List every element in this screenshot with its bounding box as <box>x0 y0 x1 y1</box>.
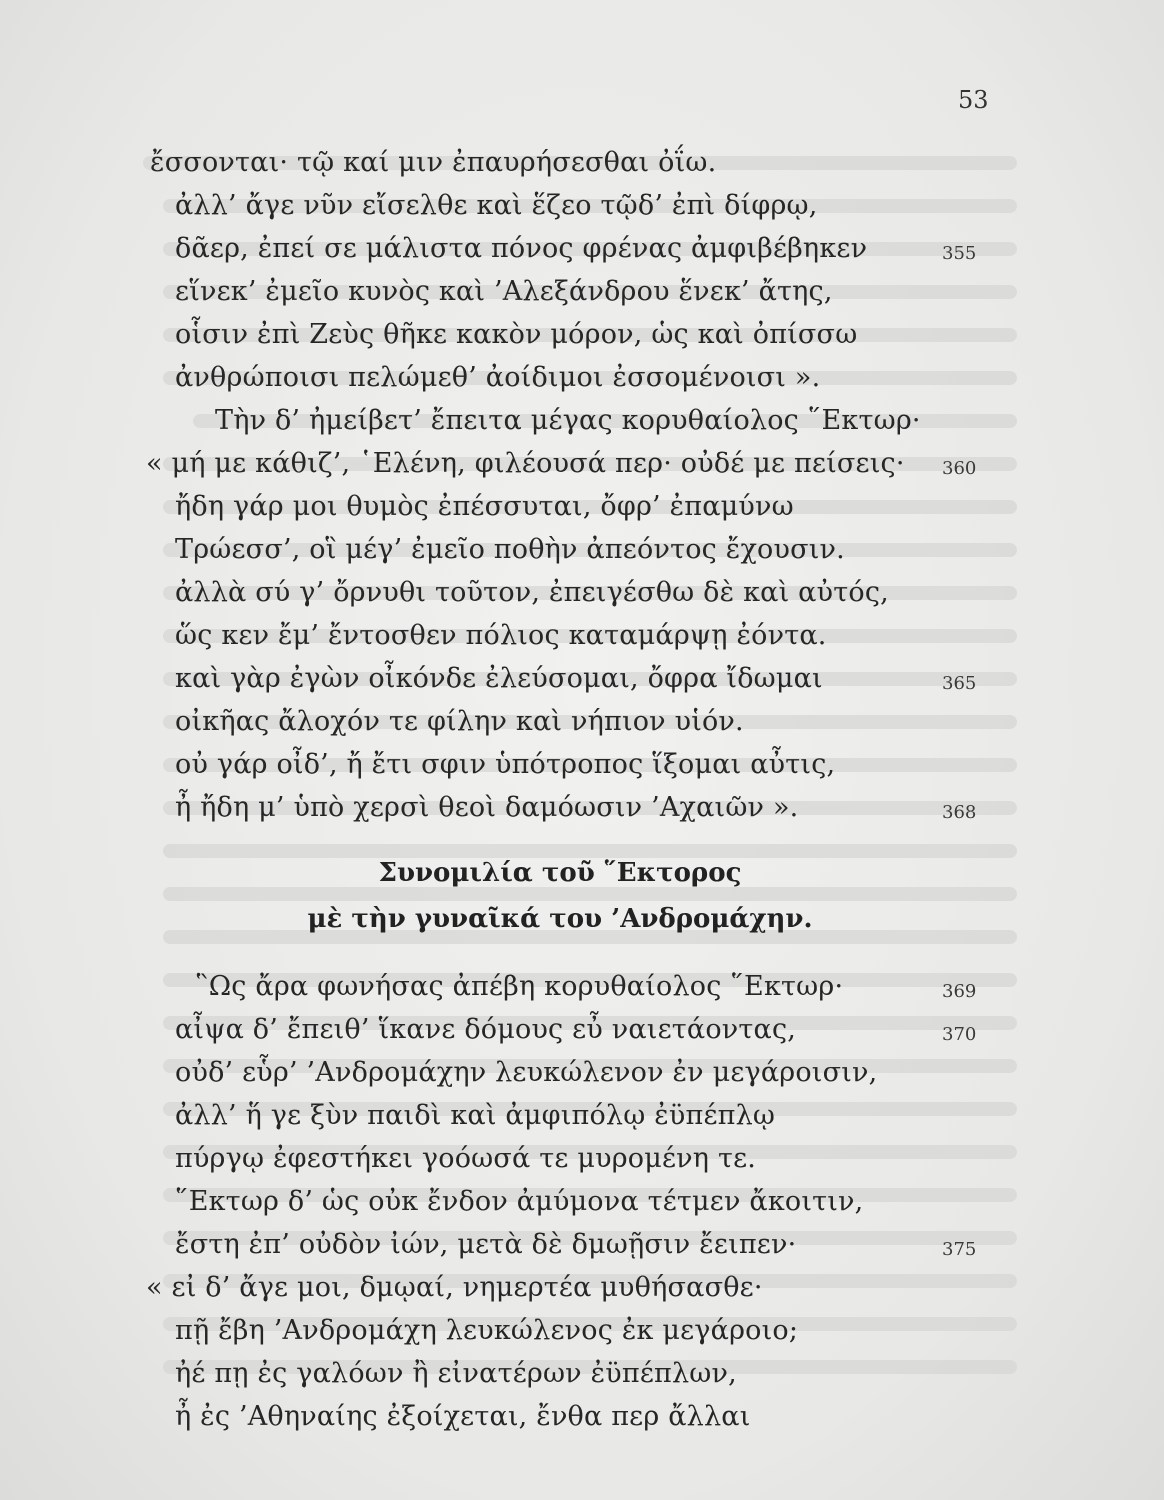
line-number: 375 <box>942 1239 977 1260</box>
verse-line: ἔσσονται· τῷ καί μιν ἐπαυρήσεσθαι ὀΐω. <box>150 147 717 178</box>
line-number: 360 <box>942 458 977 479</box>
page-number: 53 <box>958 86 989 114</box>
line-number: 369 <box>942 981 977 1002</box>
verse-line: « μή με κάθιζ’, ῾Ελένη, φιλέουσά περ· οὐδέ με πείσεις· <box>146 448 905 479</box>
verse-line: ἔστη ἐπ’ οὐδὸν ἰών, μετὰ δὲ δμωῇσιν ἔειπεν· <box>175 1229 797 1260</box>
verse-line: ῞Εκτωρ δ’ ὡς οὐκ ἔνδον ἀμύμονα τέτμεν ἄκοιτιν, <box>175 1186 864 1217</box>
verse-line: ἀλλὰ σύ γ’ ὄρνυθι τοῦτον, ἐπειγέσθω δὲ καὶ αὐτός, <box>175 577 889 608</box>
verse-line: ῝Ως ἄρα φωνήσας ἀπέβη κορυθαίολος ῞Εκτωρ· <box>195 971 844 1002</box>
verse-line: ὥς κεν ἔμ’ ἔντοσθεν πόλιος καταμάρψῃ ἐόντα. <box>175 620 827 651</box>
line-number: 370 <box>942 1024 977 1045</box>
section-heading-line-1: Συνομιλία τοῦ ῞Εκτορος <box>378 858 742 888</box>
verse-line: πῇ ἔβη ’Ανδρομάχη λευκώλενος ἐκ μεγάροιο; <box>175 1315 799 1346</box>
verse-line: ἠέ πῃ ἐς γαλόων ἢ εἰνατέρων ἐϋπέπλων, <box>175 1358 737 1389</box>
verse-line: Τὴν δ’ ἠμείβετ’ ἔπειτα μέγας κορυθαίολος ῞Εκτωρ· <box>215 405 921 436</box>
verse-line: Τρώεσσ’, οἳ μέγ’ ἐμεῖο ποθὴν ἀπεόντος ἔχουσιν. <box>175 534 845 565</box>
line-number: 368 <box>942 802 977 823</box>
verse-line: ἤδη γάρ μοι θυμὸς ἐπέσσυται, ὄφρ’ ἐπαμύνω <box>175 491 794 522</box>
verse-line: οὐ γάρ οἶδ’, ἤ ἔτι σφιν ὑπότροπος ἵξομαι αὖτις, <box>175 749 836 780</box>
verse-line: δᾶερ, ἐπεί σε μάλιστα πόνος φρένας ἀμφιβέβηκεν <box>175 233 868 264</box>
line-number: 355 <box>942 243 977 264</box>
verse-line: πύργῳ ἐφεστήκει γοόωσά τε μυρομένη τε. <box>175 1143 757 1174</box>
section-heading-line-2: μὲ τὴν γυναῖκά του ’Ανδρομάχην. <box>307 904 813 934</box>
verse-line: « εἰ δ’ ἄγε μοι, δμῳαί, νημερτέα μυθήσασθε· <box>146 1272 763 1303</box>
line-number: 365 <box>942 673 977 694</box>
verse-line: οἰκῆας ἄλοχόν τε φίλην καὶ νήπιον υἱόν. <box>175 706 744 737</box>
verse-line: οἷσιν ἐπὶ Ζεὺς θῆκε κακὸν μόρον, ὡς καὶ ὀπίσσω <box>175 319 858 350</box>
verse-line: ἀλλ’ ἥ γε ξὺν παιδὶ καὶ ἀμφιπόλῳ ἐϋπέπλῳ <box>175 1100 776 1131</box>
verse-line: καὶ γὰρ ἐγὼν οἶκόνδε ἐλεύσομαι, ὄφρα ἴδωμαι <box>175 663 823 694</box>
verse-line: ἦ ἤδη μ’ ὑπὸ χερσὶ θεοὶ δαμόωσιν ’Αχαιῶν ». <box>175 792 799 823</box>
verse-line: ἀνθρώποισι πελώμεθ’ ἀοίδιμοι ἐσσομένοισι ». <box>175 362 821 393</box>
verse-line: οὐδ’ εὗρ’ ’Ανδρομάχην λευκώλενον ἐν μεγάροισιν, <box>175 1057 878 1088</box>
verse-line: ἀλλ’ ἄγε νῦν εἴσελθε καὶ ἕζεο τῷδ’ ἐπὶ δίφρῳ, <box>175 190 818 221</box>
verse-line: εἵνεκ’ ἐμεῖο κυνὸς καὶ ’Αλεξάνδρου ἕνεκ’ ἄτης, <box>175 276 833 307</box>
verse-line: ἦ ἐς ’Αθηναίης ἐξοίχεται, ἔνθα περ ἄλλαι <box>175 1401 751 1432</box>
verse-line: αἶψα δ’ ἔπειθ’ ἵκανε δόμους εὖ ναιετάοντας, <box>175 1014 797 1045</box>
